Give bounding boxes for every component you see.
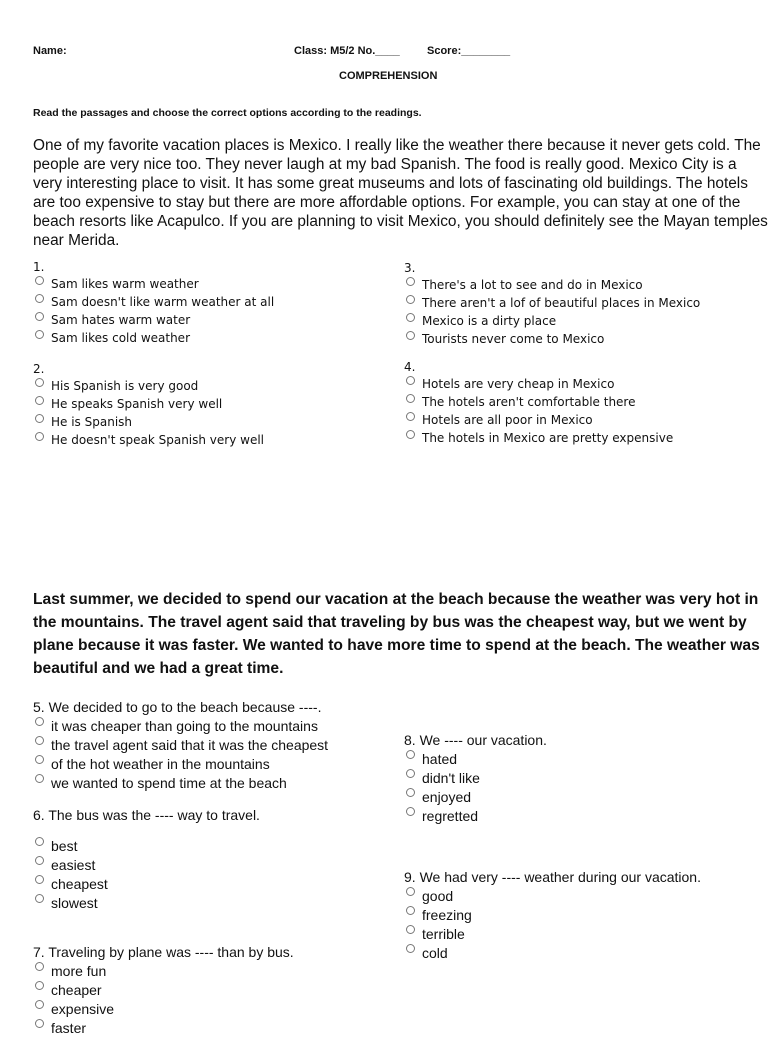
radio-button-icon[interactable] — [35, 312, 44, 321]
radio-button-icon[interactable] — [406, 277, 415, 286]
question-2 — [33, 361, 264, 449]
option[interactable] — [404, 393, 673, 411]
page-title: COMPREHENSION — [339, 70, 438, 82]
option-label: regretted — [422, 808, 479, 824]
option-label: faster — [51, 1020, 87, 1036]
option-label: the travel agent said that it was the cheapest — [51, 737, 329, 753]
option-label: Hotels are very cheap in Mexico — [422, 377, 615, 391]
question-1 — [33, 259, 274, 347]
radio-button-icon[interactable] — [35, 414, 44, 423]
option[interactable] — [33, 875, 260, 894]
radio-button-icon[interactable] — [35, 1000, 44, 1009]
option-label: hated — [422, 751, 458, 767]
option[interactable] — [33, 981, 294, 1000]
radio-button-icon[interactable] — [35, 755, 44, 764]
option-label: There's a lot to see and do in Mexico — [422, 278, 643, 292]
question-number: 1. — [33, 260, 45, 274]
option[interactable] — [404, 330, 700, 348]
option[interactable] — [404, 925, 701, 944]
option-label: Sam doesn't like warm weather at all — [51, 295, 275, 309]
option-label: it was cheaper than going to the mountains — [51, 718, 318, 734]
option-label: didn't like — [422, 770, 480, 786]
question-9 — [404, 868, 701, 963]
question-stem: 6. The bus was the ---- way to travel. — [33, 807, 260, 823]
option-label: Sam likes warm weather — [51, 277, 199, 291]
option[interactable] — [404, 906, 701, 925]
radio-button-icon[interactable] — [406, 430, 415, 439]
instructions: Read the passages and choose the correct options according to the readings. — [33, 107, 422, 119]
radio-button-icon[interactable] — [406, 750, 415, 759]
option-label: cheaper — [51, 982, 102, 998]
radio-button-icon[interactable] — [35, 736, 44, 745]
passage-1: One of my favorite vacation places is Mexico. I really like the weather there because it never gets cold. The people are very nice too. They never laugh at my bad Spanish. The food is really good. Mexico City is a very interesting place to visit. It has some great museums and lots of fascinating old buildings. The hotels are too expensive to stay but there are more affordable options. For example, you can stay at one of the beach resorts like Acapulco. If you are planning to visit Mexico, you should definitely see the Mayan temples near Merida. — [33, 137, 768, 249]
option[interactable] — [33, 395, 264, 413]
name-label: Name: — [33, 45, 67, 57]
radio-button-icon[interactable] — [406, 313, 415, 322]
radio-button-icon[interactable] — [35, 875, 44, 884]
option[interactable] — [404, 887, 701, 906]
option[interactable] — [33, 894, 260, 913]
question-4 — [404, 359, 673, 447]
radio-button-icon[interactable] — [35, 894, 44, 903]
option[interactable] — [404, 769, 547, 788]
option-label: enjoyed — [422, 789, 472, 805]
radio-button-icon[interactable] — [35, 276, 44, 285]
option-label: He is Spanish — [51, 415, 133, 429]
option[interactable] — [33, 856, 260, 875]
option[interactable] — [33, 717, 328, 736]
question-number: 2. — [33, 362, 45, 376]
question-5 — [33, 698, 328, 793]
option-label: He doesn't speak Spanish very well — [51, 433, 265, 447]
radio-button-icon[interactable] — [35, 962, 44, 971]
option-label: more fun — [51, 963, 107, 979]
option[interactable] — [33, 736, 328, 755]
option-label: freezing — [422, 907, 472, 923]
radio-button-icon[interactable] — [35, 294, 44, 303]
option-label: terrible — [422, 926, 465, 942]
option-label: Sam hates warm water — [51, 313, 191, 327]
option[interactable] — [33, 293, 274, 311]
option[interactable] — [33, 413, 264, 431]
question-stem: 8. We ---- our vacation. — [404, 732, 547, 748]
option[interactable] — [33, 755, 328, 774]
question-8 — [404, 731, 547, 826]
option[interactable] — [33, 311, 274, 329]
option[interactable] — [404, 312, 700, 330]
option-label: The hotels in Mexico are pretty expensive — [422, 431, 674, 445]
option[interactable] — [404, 294, 700, 312]
radio-button-icon[interactable] — [406, 887, 415, 896]
option[interactable] — [33, 329, 274, 347]
option[interactable] — [404, 807, 547, 826]
option[interactable] — [404, 276, 700, 294]
radio-button-icon[interactable] — [406, 807, 415, 816]
option-label: Hotels are all poor in Mexico — [422, 413, 593, 427]
option-label: expensive — [51, 1001, 115, 1017]
option[interactable] — [33, 962, 294, 981]
option-label: He speaks Spanish very well — [51, 397, 223, 411]
radio-button-icon[interactable] — [406, 295, 415, 304]
question-number: 4. — [404, 360, 416, 374]
option[interactable] — [33, 1019, 294, 1038]
question-3 — [404, 260, 700, 348]
option[interactable] — [33, 837, 260, 856]
radio-button-icon[interactable] — [406, 944, 415, 953]
option-label: Sam likes cold weather — [51, 331, 190, 345]
option-label: good — [422, 888, 454, 904]
radio-button-icon[interactable] — [35, 396, 44, 405]
radio-button-icon[interactable] — [406, 906, 415, 915]
question-stem: 5. We decided to go to the beach because ----. — [33, 699, 322, 715]
radio-button-icon[interactable] — [35, 981, 44, 990]
option-label: cold — [422, 945, 448, 961]
passage-2: Last summer, we decided to spend our vacation at the beach because the weather was very hot in the mountains. The travel agent said that traveling by bus was the cheapest way, but we went by plane because it was faster. We wanted to have more time to spend at the beach. The weather was beautiful and we had a great time. — [33, 591, 760, 677]
radio-button-icon[interactable] — [35, 330, 44, 339]
option[interactable] — [404, 411, 673, 429]
option[interactable] — [33, 1000, 294, 1019]
option-label: The hotels aren't comfortable there — [422, 395, 636, 409]
radio-button-icon[interactable] — [35, 837, 44, 846]
question-stem: 7. Traveling by plane was ---- than by bus. — [33, 944, 294, 960]
option[interactable] — [404, 375, 673, 393]
option-label: There aren't a lof of beautiful places in Mexico — [422, 296, 701, 310]
option[interactable] — [33, 275, 274, 293]
option-label: slowest — [51, 895, 98, 911]
question-6 — [33, 806, 260, 913]
option-label: best — [51, 838, 78, 854]
option[interactable] — [404, 429, 673, 447]
option-label: we wanted to spend time at the beach — [51, 775, 287, 791]
option-label: Tourists never come to Mexico — [422, 332, 605, 346]
option[interactable] — [33, 774, 328, 793]
option[interactable] — [404, 788, 547, 807]
radio-button-icon[interactable] — [406, 925, 415, 934]
option[interactable] — [404, 750, 547, 769]
option[interactable] — [404, 944, 701, 963]
option[interactable] — [33, 431, 264, 449]
option-label: easiest — [51, 857, 96, 873]
option-label: Mexico is a dirty place — [422, 314, 557, 328]
radio-button-icon[interactable] — [406, 788, 415, 797]
radio-button-icon[interactable] — [35, 717, 44, 726]
radio-button-icon[interactable] — [406, 331, 415, 340]
option-label: His Spanish is very good — [51, 379, 199, 393]
radio-button-icon[interactable] — [406, 376, 415, 385]
question-stem: 9. We had very ---- weather during our vacation. — [404, 869, 701, 885]
radio-button-icon[interactable] — [35, 774, 44, 783]
radio-button-icon[interactable] — [35, 378, 44, 387]
radio-button-icon[interactable] — [406, 394, 415, 403]
option-label: cheapest — [51, 876, 108, 892]
radio-button-icon[interactable] — [406, 769, 415, 778]
score-label: Score:________ — [427, 45, 511, 57]
radio-button-icon[interactable] — [35, 856, 44, 865]
option[interactable] — [33, 377, 264, 395]
radio-button-icon[interactable] — [35, 432, 44, 441]
radio-button-icon[interactable] — [406, 412, 415, 421]
option-label: of the hot weather in the mountains — [51, 756, 270, 772]
question-number: 3. — [404, 261, 416, 275]
class-label: Class: M5/2 No.____ — [294, 45, 400, 57]
